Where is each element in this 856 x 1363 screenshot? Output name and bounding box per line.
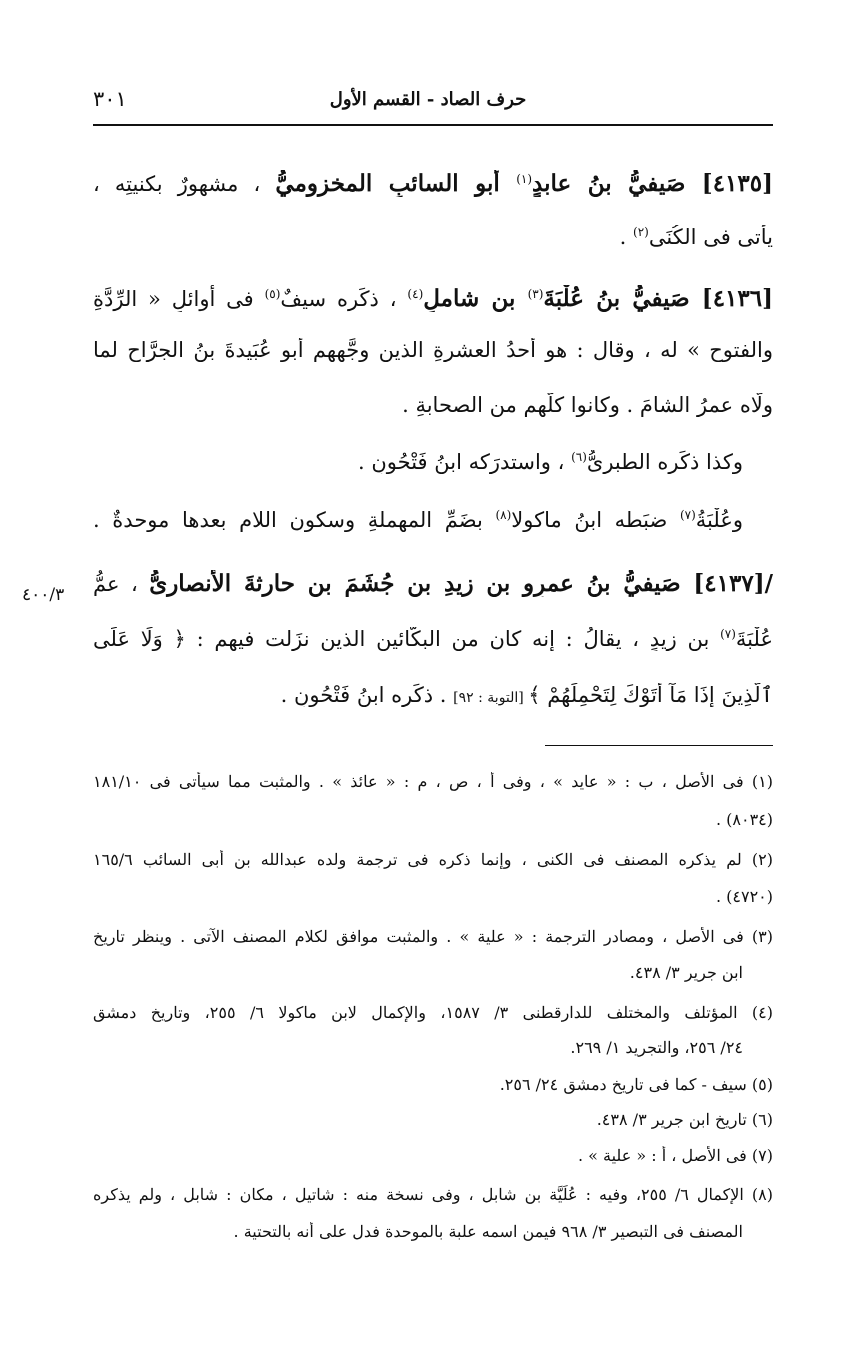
footnote-2-line-2: (٤٧٢٠) . bbox=[715, 887, 773, 906]
entry-4135-kunya: أبو السائبِ المخزوميُّ bbox=[275, 170, 517, 197]
entry-4135-text: ، مشهورٌ بكنيتِه ، bbox=[93, 172, 276, 196]
entry-4137-ulbah: عُلْبَةَ bbox=[735, 627, 773, 651]
footnote-7: (٧) فى الأصل ، أ : « علية » . bbox=[577, 1146, 773, 1165]
entry-4136-ulbah: وعُلْبَةُ bbox=[695, 508, 743, 532]
footnote-8-line-2: المصنف فى التبصير ٣/ ٩٦٨ فيمن اسمه علبة بالموحدة فدل على أنه بالتحتية . bbox=[233, 1222, 743, 1241]
footnote-ref-4: (٤) bbox=[407, 287, 424, 301]
entry-4136-line-3: ولَّاه عمرُ الشامَ . وكانوا كلُّهم من الصحابةِ . bbox=[402, 393, 773, 417]
footnote-1-line-1: (١) فى الأصل ، ب : « عايد » ، وفى أ ، ص ، م : « عائذ » . والمثبت مما سيأتى فى ١٨١/١٠ bbox=[93, 772, 773, 791]
page-number: ٣٠١ bbox=[93, 87, 127, 111]
footnote-2-line-1: (٢) لم يذكره المصنف فى الكنى ، وإنما ذكره فى ترجمة ولده عبدالله بن أبى السائب ١٦٥/٦ bbox=[93, 850, 773, 869]
entry-4136-text-b: فى أوائلِ « الرِّدَّةِ bbox=[93, 287, 265, 311]
footnote-8-line-1: (٨) الإكمال ٦/ ٢٥٥، وفيه : عُلَيَّة بن شابل ، وفى نسخة منه : شاتيل ، مكان : شابل ، ولم يذكره bbox=[93, 1185, 773, 1204]
footnote-ref-6: (٦) bbox=[571, 450, 587, 464]
entry-4137-line-3 bbox=[93, 683, 773, 707]
entry-4137-line-2 bbox=[93, 627, 773, 651]
entry-4135-line-2 bbox=[93, 225, 773, 249]
footnote-ref-1: (١) bbox=[516, 172, 533, 186]
footnote-ref-7b: (٧) bbox=[720, 627, 736, 641]
quran-verse: ٱلَّذِينَ إِذَا مَآ أَتَوْكَ لِتَحْمِلَهُمْ ﴾ bbox=[528, 683, 773, 707]
entry-4136-line-2: والفتوحِ » له ، وقال : هو أحدُ العشرةِ الذين وجَّههم أبو عُبَيدةَ بنُ الجرَّاحِ لما bbox=[93, 338, 773, 362]
footnote-ref-8: (٨) bbox=[495, 508, 512, 522]
footnote-separator bbox=[545, 745, 773, 746]
footnote-4-line-2: ٢٤/ ٢٥٦، والتجريد ١/ ٢٦٩. bbox=[570, 1038, 743, 1057]
entry-4137-text: ، عمُّ bbox=[93, 572, 150, 596]
running-header: حرف الصاد - القسم الأول bbox=[329, 89, 527, 110]
footnote-4-line-1: (٤) المؤتلف والمختلف للدارقطنى ٣/ ١٥٨٧، والإكمال لابن ماكولا ٦/ ٢٥٥، وتاريخ دمشق bbox=[93, 1003, 773, 1022]
entry-4136-tabari: وكذا ذكَره الطبرىُّ bbox=[586, 450, 743, 474]
entry-4137-line-1 bbox=[93, 570, 773, 597]
footnote-ref-3: (٣) bbox=[527, 287, 544, 301]
entry-4136-name: [٤١٣٦] صَيفيُّ بنُ عُلْبَةَ bbox=[543, 285, 773, 312]
header-rule bbox=[93, 124, 773, 126]
entry-4136-dabt: بضَمِّ المهملةِ وسكونِ اللامِ بعدها موحدةٌ . bbox=[93, 508, 496, 532]
entry-4136-line-1 bbox=[93, 285, 773, 312]
footnote-5: (٥) سيف - كما فى تاريخ دمشق ٢٤/ ٢٥٦. bbox=[499, 1075, 773, 1094]
entry-4137-verse-intro: بنِ زيدٍ ، يقالُ : إنه كان من البكّائين الذين نزَلت فيهم : ﴿ وَلَا عَلَى bbox=[93, 627, 721, 651]
entry-4135-name: [٤١٣٥] صَيفيُّ بنُ عابدٍ bbox=[532, 170, 773, 197]
footnote-3-line-1: (٣) فى الأصل ، ومصادر الترجمة : « علية » . والمثبت موافق لكلام المصنف الآتى . وينظر تاريخ bbox=[93, 927, 773, 946]
entry-4136-istidrak: ، واستدرَكه ابنُ فَتْحُونٍ . bbox=[358, 450, 572, 474]
entry-4136-text-a: ، ذكَره سيفٌ bbox=[280, 287, 408, 311]
footnote-3-line-2: ابن جرير ٣/ ٤٣٨. bbox=[629, 963, 743, 982]
entry-4136-line-5 bbox=[93, 508, 743, 532]
entry-4137-name: /[٤١٣٧] صَيفيُّ بنُ عمرِو بنِ زيدِ بنِ جُشَمَ بنِ حارثةَ الأنصارىُّ bbox=[149, 570, 773, 597]
entry-4136-name-2: بنِ شاملٍ bbox=[423, 285, 528, 312]
entry-4135-text-2: يأتى فى الكُنَى bbox=[648, 225, 773, 249]
verse-citation: [التوبة : ٩٢] bbox=[453, 690, 529, 706]
footnote-6: (٦) تاريخ ابن جرير ٣/ ٤٣٨. bbox=[596, 1110, 773, 1129]
footnote-ref-2: (٢) bbox=[633, 225, 649, 239]
margin-reference: ٤٠٠/٣ bbox=[22, 585, 65, 605]
entry-4135-line-1 bbox=[93, 170, 773, 197]
entry-4137-source: . ذكَره ابنُ فَتْحُونٍ . bbox=[280, 683, 454, 707]
footnote-ref-5: (٥) bbox=[264, 287, 281, 301]
entry-4136-makula: ضبَطه ابنُ ماكولا bbox=[511, 508, 680, 532]
entry-4135-end: . bbox=[619, 225, 634, 249]
footnote-1-line-2: (٨٠٣٤) . bbox=[715, 810, 773, 829]
entry-4136-line-4 bbox=[93, 450, 743, 474]
footnote-ref-7: (٧) bbox=[679, 508, 696, 522]
